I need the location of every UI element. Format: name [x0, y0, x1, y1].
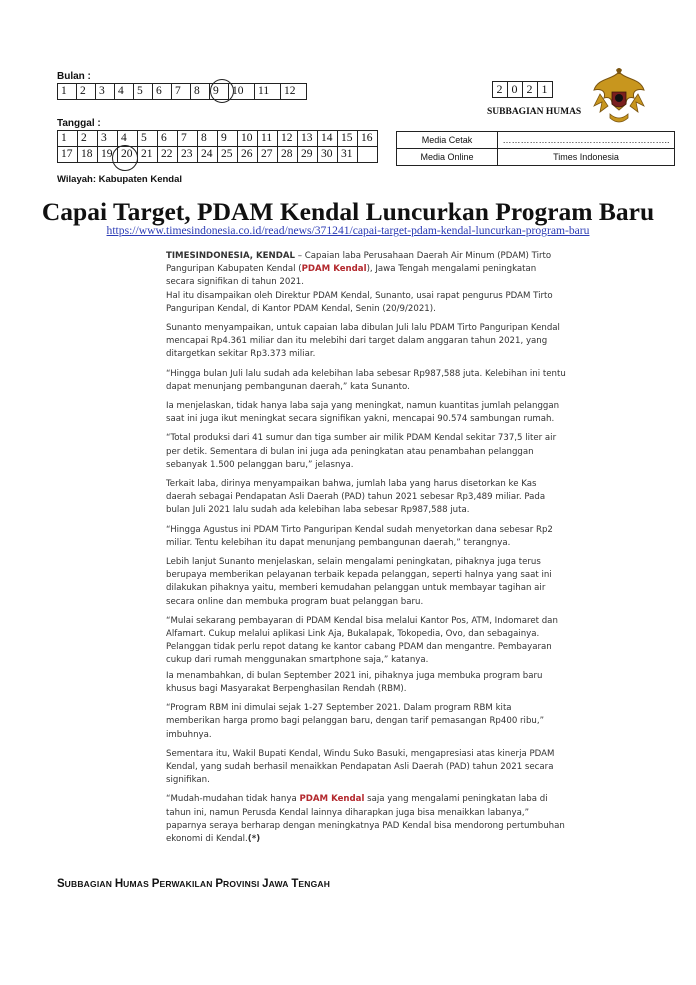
wilayah-label: Wilayah: Kabupaten Kendal — [57, 174, 183, 185]
paragraph: “Total produksi dari 41 sumur dan tiga sumber air milik PDAM Kendal sekitar 737,5 liter air per detik. Sementara di bulan ini juga ada peningkatan atau penambahan pelanggan sebanyak 1.500 pelanggan baru,” jelasnya. — [166, 433, 557, 470]
footer-word: ROVINSI — [223, 879, 260, 889]
day-cell: 22 — [158, 147, 178, 163]
month-cell: 3 — [96, 84, 115, 100]
day-cell: 8 — [198, 131, 218, 147]
paragraph: Sunanto menyampaikan, untuk capaian laba dibulan Juli lalu PDAM Tirto Panguripan Kendal mencapai Rp4.361 miliar dan itu melebihi dari target dalam anggaran tahun 2021, yang ditargetkan sekitar Rp3.373 miliar. — [166, 323, 560, 360]
paragraph: Ia menjelaskan, tidak hanya laba saja yang meningkat, namun kuantitas jumlah pelanggan saat ini juga ikut meningkat secara signifikan yakni, mencapai 90.574 sambungan rumah. — [166, 401, 560, 425]
footer-cap: S — [57, 878, 65, 890]
day-cell: 17 — [58, 147, 78, 163]
paragraph: “Hingga bulan Juli lalu sudah ada kelebihan laba sebesar Rp987,588 juta. Kelebihan ini tentu dapat menunjang pembangunan daerah,” kata Sunanto. — [166, 368, 566, 392]
footer-cap: P — [151, 878, 160, 890]
footer-word: ENGAH — [298, 879, 331, 889]
day-cell: 4 — [118, 131, 138, 147]
footer-cap: T — [291, 878, 299, 890]
footer-word: UMAS — [123, 879, 149, 889]
day-cell-empty — [358, 147, 378, 163]
pdam-kendal-link[interactable]: PDAM Kendal — [299, 794, 365, 805]
month-cell-selected: 9 — [210, 84, 229, 100]
day-cell: 30 — [318, 147, 338, 163]
bulan-label: Bulan : — [57, 71, 91, 82]
media-online-value: Times Indonesia — [498, 149, 675, 166]
article-title: Capai Target, PDAM Kendal Luncurkan Program Baru — [41, 197, 655, 226]
month-cell: 2 — [77, 84, 96, 100]
article-url-link[interactable]: https://www.timesindonesia.co.id/read/news/371241/capai-target-pdam-kendal-luncurkan-program-baru — [106, 224, 590, 237]
paragraph: Ia menambahkan, di bulan September 2021 ini, pihaknya juga membuka program baru khusus bagi Masyarakat Berpenghasilan Rendah (RBM). — [166, 670, 543, 694]
month-cell: 6 — [153, 84, 172, 100]
media-online-label: Media Online — [397, 149, 498, 166]
year-boxes — [492, 81, 553, 98]
day-cell: 9 — [218, 131, 238, 147]
dateline: TIMESINDONESIA, KENDAL — [166, 251, 295, 261]
day-cell: 27 — [258, 147, 278, 163]
paragraph: “Program RBM ini dimulai sejak 1-27 September 2021. Dalam program RBM kita memberikan harga promo bagi pelanggan baru, dengan tarif pemasangan Rp400 ribu,” imbuhnya. — [166, 703, 545, 740]
article-body — [166, 250, 566, 852]
day-cell: 16 — [358, 131, 378, 147]
selected-month-circle — [210, 79, 234, 103]
day-cell: 1 — [58, 131, 78, 147]
day-cell: 26 — [238, 147, 258, 163]
year-digit: 0 — [508, 82, 523, 98]
text: – Capaian laba Perusahaan Daerah Air Minum (PDAM) Tirto Panguripan Kabupaten Kendal ( — [166, 251, 552, 275]
footer-cap: P — [215, 878, 224, 890]
day-cell: 24 — [198, 147, 218, 163]
org-label: SUBBAGIAN HUMAS — [487, 107, 582, 117]
day-cell: 25 — [218, 147, 238, 163]
footer-cap: H — [114, 878, 124, 890]
day-cell: 29 — [298, 147, 318, 163]
paragraph — [166, 793, 566, 846]
month-cell: 1 — [58, 84, 77, 100]
day-cell: 2 — [78, 131, 98, 147]
paragraph: “Mulai sekarang pembayaran di PDAM Kendal bisa melalui Kantor Pos, ATM, Indomaret dan Alfamart. Cukup melalui aplikasi Link Aja, Bukalapak, Tokopedia, Ovo, dan sebagainya. Pelanggan tidak perlu repot datang ke kantor cabang PDAM dan mengantre. Pembayaran cukup dari rumah menggunakan smartphone saja,” katanya. — [166, 615, 558, 666]
year-digit: 2 — [523, 82, 538, 98]
footer-word: AWA — [268, 879, 289, 889]
month-cell: 8 — [191, 84, 210, 100]
day-cell: 31 — [338, 147, 358, 163]
month-cell: 5 — [134, 84, 153, 100]
month-cell: 10 — [229, 84, 255, 100]
day-cell-selected: 20 — [118, 147, 138, 163]
day-cell: 21 — [138, 147, 158, 163]
day-cell: 11 — [258, 131, 278, 147]
media-cetak-value: ……………………………………………….. — [498, 132, 675, 149]
end-mark: (*) — [247, 833, 261, 844]
month-grid — [57, 83, 307, 100]
day-cell: 28 — [278, 147, 298, 163]
paragraph: Sementara itu, Wakil Bupati Kendal, Windu Suko Basuki, mengapresiasi atas kinerja PDAM Kendal, yang sudah berhasil menaikkan Pendapatan Asli Daerah (PAD) tahun 2021 secara signifikan. — [166, 748, 555, 786]
month-cell: 7 — [172, 84, 191, 100]
day-cell: 6 — [158, 131, 178, 147]
paragraph: “Hingga Agustus ini PDAM Tirto Panguripan Kendal sudah menyetorkan dana sebesar Rp2 miliar. Tentu kelebihan itu dapat menunjang pembangunan daerah,” terangnya. — [166, 524, 553, 548]
day-cell: 13 — [298, 131, 318, 147]
month-cell: 11 — [255, 84, 281, 100]
day-cell: 23 — [178, 147, 198, 163]
selected-day-circle — [112, 145, 138, 171]
day-cell: 10 — [238, 131, 258, 147]
footer-signature — [57, 878, 330, 890]
media-cetak-label: Media Cetak — [397, 132, 498, 149]
date-grid — [57, 130, 378, 163]
day-cell: 15 — [338, 131, 358, 147]
month-cell: 4 — [115, 84, 134, 100]
media-table — [396, 131, 675, 166]
pdam-kendal-link[interactable]: PDAM Kendal — [301, 264, 367, 275]
footer-cap: J — [262, 878, 269, 890]
text: saja yang mengalami peningkatan laba di tahun ini, namun Perusda Kendal lainnya diharapkan juga bisa menaikkan labanya,” paparnya seraya berharap dengan meningkatnya PAD Kendal bisa mendorong pertumbuhan ekonomi di Kendal. — [166, 794, 565, 844]
day-cell: 3 — [98, 131, 118, 147]
footer-word: UBBAGIAN — [64, 879, 113, 889]
day-cell: 14 — [318, 131, 338, 147]
text: “Mudah-mudahan tidak hanya — [166, 794, 300, 805]
footer-word: ERWAKILAN — [159, 879, 213, 889]
day-cell: 18 — [78, 147, 98, 163]
month-cell: 12 — [281, 84, 307, 100]
year-digit: 1 — [538, 82, 553, 98]
day-cell: 19 — [98, 147, 118, 163]
paragraph: Lebih lanjut Sunanto menjelaskan, selain mengalami peningkatan, pihaknya juga terus berupaya memberikan pelayanan terbaik kepada pelanggan, seperti halnya yang saat ini dilakukan pihaknya yaitu, memberi kemudahan pelanggan untuk membayar tagihan air secara online dan membuka program buat pelanggan baru. — [166, 557, 552, 607]
day-cell: 12 — [278, 131, 298, 147]
day-cell: 7 — [178, 131, 198, 147]
day-cell: 5 — [138, 131, 158, 147]
garuda-emblem-logo — [590, 66, 648, 130]
year-digit: 2 — [493, 82, 508, 98]
paragraph: Terkait laba, dirinya menyampaikan bahwa, jumlah laba yang harus disetorkan ke Kas daerah sebagai Pendapatan Asli Daerah (PAD) tahun 2021 sebesar Rp3,489 miliar. Pada bulan Juli 2021 lalu sudah ada kelebihan laba sebesar Rp987,588 juta. — [166, 479, 546, 516]
text: ), Jawa Tengah mengalami peningkatan secara signifikan di tahun 2021. — [166, 264, 537, 288]
tanggal-label: Tanggal : — [57, 118, 101, 129]
text: Hal itu disampaikan oleh Direktur PDAM Kendal, Sunanto, usai rapat pengurus PDAM Tirto Panguripan Kendal, di Kantor PDAM Kendal, Senin (20/9/2021). — [166, 290, 553, 314]
paragraph — [166, 250, 566, 316]
